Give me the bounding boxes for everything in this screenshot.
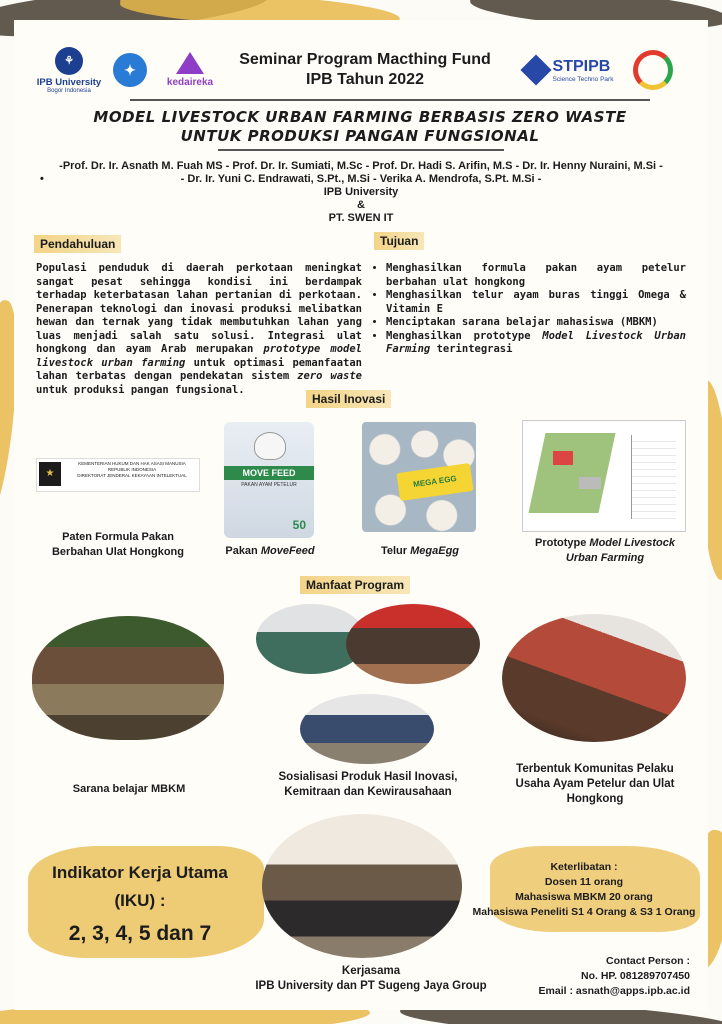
contact-label: Contact Person : [605,955,690,967]
pendahuluan-text [36,262,362,397]
ipb-logo [34,44,104,96]
caption-sosialisasi [258,770,478,800]
caption-sosialisasi-line2: Kemitraan dan Kewirausahaan [284,786,452,798]
tujuan-heading: Tujuan [374,232,424,250]
patent-doc-line1: KEMENTERIAN HUKUM DAN HAK ASASI MANUSIA [78,461,186,466]
keterlibatan-line3: Mahasiswa Peneliti S1 4 Orang & S3 1 Orang [472,906,696,918]
tut-wuri-emblem-icon: ✦ [113,53,147,87]
caption-kerjasama [236,964,506,994]
stp-diamond-icon [520,54,551,85]
keterlibatan-line2: Mahasiswa MBKM 20 orang [515,891,653,903]
caption-mbkm: Sarana belajar MBKM [72,783,186,795]
movefeed-bag-image [224,422,314,538]
prototype-site-plan-image [522,420,686,532]
affiliation-2: PT. SWEN IT [328,212,394,224]
pendahuluan-text-part: untuk produksi pangan fungsional. [36,383,245,396]
kedaireka-logo-text: kedaireka [166,77,214,88]
caption-movefeed-italic: MoveFeed [260,545,315,557]
affiliation-ampersand: & [357,199,365,211]
iku-line3: 2, 3, 4, 5 dan 7 [68,922,212,945]
keterlibatan-line1: Dosen 11 orang [544,876,624,888]
tujuan-item-part: terintegrasi [430,343,513,355]
kemenkumham-emblem-icon: ★ [39,462,61,486]
pendahuluan-text-italic: zero waste [297,370,362,382]
caption-megaegg-italic: MegaEgg [410,545,460,557]
authors-block [20,160,702,225]
contact-block [520,954,690,999]
egg-brand-label: MEGA EGG [396,463,473,501]
megaegg-tray-image [362,422,476,532]
feed-bag-subtitle: PAKAN AYAM PETELUR [241,482,297,488]
seminar-title [220,50,510,90]
caption-komunitas-line2: Usaha Ayam Petelur dan Ulat [515,778,675,790]
caption-prototype [520,536,690,566]
affiliation-1: IPB University [323,186,399,198]
caption-komunitas [500,762,690,807]
pendahuluan-text-part: Populasi penduduk di daerah perkotaan meningkat sangat pesat sehingga kondisi ini berdampak terhadap keterbatasan lahan pertanian di perkotaan. Penerapan teknologi dan inovasi produksi melibatkan hewan dan ternak yang tidak membutuhkan lahan yang luas menjadi salah satu solusi. Integrasi ulat hongkong dan ayam Arab merupakan [36,262,362,355]
site-plan-building [553,451,573,465]
tujuan-item: • Menciptakan sarana belajar mahasiswa (MBKM) [386,316,686,330]
iku-line1: Indikator Kerja Utama [52,863,228,882]
caption-prototype-text: Prototype [535,537,590,549]
site-plan-legend [631,435,676,519]
main-title [60,108,660,146]
header-divider [130,99,650,101]
ipb-logo-text: IPB University [36,76,102,88]
komunitas-photo [502,614,686,742]
pendahuluan-text-part: untuk optimasi pemanfaatan lahan terbatas dengan pendekatan sistem [36,356,362,382]
caption-sosialisasi-line1: Sosialisasi Produk Hasil Inovasi, [278,771,458,783]
pendahuluan-heading: Pendahuluan [34,235,121,253]
caption-komunitas-line3: Hongkong [566,793,624,805]
iku-line2: (IKU) : [114,891,166,910]
feed-bag-brand: MOVE FEED [224,466,314,480]
caption-megaegg-text: Telur [380,545,411,557]
caption-movefeed [200,544,340,559]
stp-logo-subtext: Science Techno Park [552,75,614,83]
sosialisasi-photo-3 [300,694,434,764]
kerjasama-line1: Kerjasama [341,965,401,977]
caption-patent-line2: Berbahan Ulat Hongkong [51,546,184,558]
header [30,44,690,100]
iku-block [30,860,250,952]
contact-phone: No. HP. 081289707450 [581,970,690,982]
stp-logo-text: STPIPB [552,57,611,75]
manfaat-heading: Manfaat Program [300,576,410,594]
kedaireka-star-icon [176,52,204,74]
contact-email: Email : asnath@apps.ipb.ac.id [538,985,690,997]
patent-document-image [36,458,200,492]
ipb-logo-subtext: Bogor Indonesia [47,87,91,94]
pendahuluan-text-italic: prototype model livestock urban farming [36,343,362,369]
caption-komunitas-line1: Terbentuk Komunitas Pelaku [516,763,674,775]
caption-prototype-italic: Urban Farming [565,552,645,564]
authors-line2-row [20,173,702,186]
kerjasama-photo [262,814,462,958]
hasil-inovasi-heading: Hasil Inovasi [306,390,391,408]
mbkm-group-photo [32,616,224,740]
caption-movefeed-text: Pakan [225,545,261,557]
caption-megaegg [350,544,490,559]
sosialisasi-photo-2 [346,604,480,684]
tujuan-item-italic: Model Livestock Urban Farming [386,329,686,355]
authors-line1: -Prof. Dr. Ir. Asnath M. Fuah MS - Prof. Dr. Ir. Sumiati, M.Sc - Prof. Dr. Hadi S. Arifin, M.S - Dr. Ir. Henny Nuraini, M.Si - [59,160,663,172]
caption-patent-line1: Paten Formula Pakan [62,531,174,543]
title-underline [218,149,504,151]
keterlibatan-label: Keterlibatan : [550,861,618,873]
seminar-title-line2: IPB Tahun 2022 [306,71,424,88]
keterlibatan-block [466,860,702,920]
authors-line2: - Dr. Ir. Yuni C. Endrawati, S.Pt., M.Si - Verika A. Mendrofa, S.Pt. M.Si - [180,173,542,185]
feed-bag-weight: 50 [292,518,306,532]
caption-patent [36,530,200,560]
tujuan-item-part: Menghasilkan prototype [386,329,543,342]
seminar-title-line1: Seminar Program Macthing Fund [239,51,491,68]
recycle-icon [633,50,673,90]
ipb-emblem-icon: ⚘ [55,47,83,75]
authors-bullet: • [40,173,44,185]
patent-doc-line3: DIREKTORAT JENDERAL KEKAYAAN INTELEKTUAL [77,473,187,478]
chicken-icon [254,432,286,460]
main-title-line1: MODEL LIVESTOCK URBAN FARMING BERBASIS ZERO WASTE [93,108,627,126]
kedaireka-logo [160,44,220,96]
kemendikbud-logo [110,44,150,96]
tujuan-item: • Menghasilkan formula pakan ayam petelur berbahan ulat hongkong [386,262,686,289]
patent-doc-line2: REPUBLIK INDONESIA [107,467,157,472]
site-plan-green-area [528,433,615,513]
stp-ipb-logo [514,44,624,96]
tujuan-item [386,330,686,357]
main-title-line2: UNTUK PRODUKSI PANGAN FUNGSIONAL [180,127,540,145]
tujuan-list [374,262,686,357]
kerjasama-line2: IPB University dan PT Sugeng Jaya Group [255,980,487,992]
swen-it-logo [630,44,676,96]
tujuan-item: • Menghasilkan telur ayam buras tinggi Omega & Vitamin E [386,289,686,316]
site-plan-building [579,477,601,489]
caption-prototype-italic: Model Livestock [589,537,675,549]
